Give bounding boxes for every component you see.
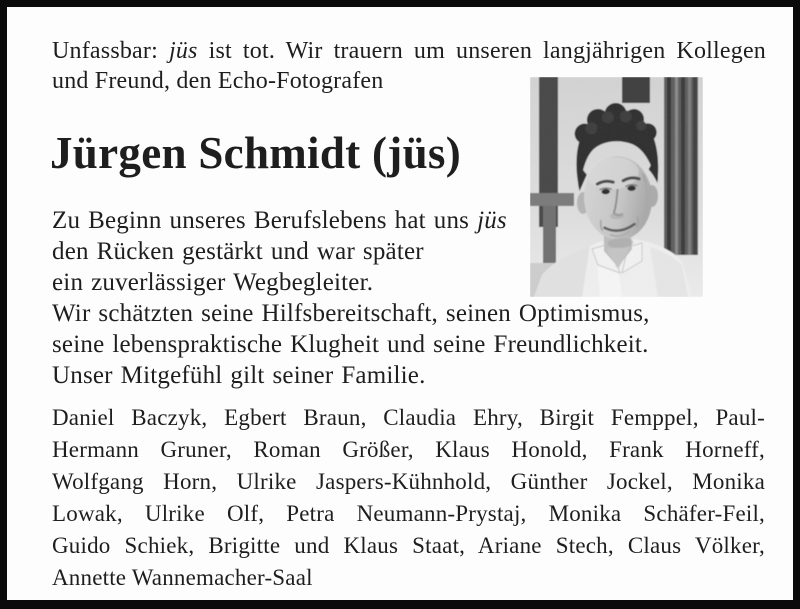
mourners-line: Hermann Gruner, Roman Größer, Klaus Honold, Frank Horneff, bbox=[52, 437, 765, 462]
mourners-line: Wolfgang Horn, Ulrike Jaspers-Kühnhold, Günther Jockel, Monika bbox=[52, 469, 765, 494]
condolence-line-1-pre: Zu Beginn unseres Berufslebens hat uns bbox=[52, 207, 478, 234]
notice-paper bbox=[7, 7, 793, 600]
condolence-line-3: ein zuverlässiger Wegbegleiter. bbox=[52, 269, 374, 296]
mourners-line: Lowak, Ulrike Olf, Petra Neumann-Prystaj, Monika Schäfer-Feil, bbox=[52, 501, 765, 526]
condolence-text bbox=[52, 205, 766, 391]
condolence-line-6: Unser Mitgefühl gilt seiner Familie. bbox=[52, 362, 426, 389]
condolence-line-2: den Rücken gestärkt und war später bbox=[52, 238, 424, 265]
mourners-list bbox=[52, 402, 765, 594]
intro-line-1 bbox=[52, 36, 766, 66]
condolence-line-4: Wir schätzten seine Hilfsbereitschaft, seinen Optimismus, bbox=[52, 300, 650, 327]
intro-line-1-post: ist tot. Wir trauern um unseren langjährigen Kollegen bbox=[197, 38, 766, 64]
nickname-italic: jüs bbox=[168, 38, 198, 64]
deceased-name-headline: Jürgen Schmidt (jüs) bbox=[50, 128, 462, 178]
condolence-line-1 bbox=[52, 205, 766, 236]
nickname-italic: jüs bbox=[477, 207, 507, 234]
mourners-line: Guido Schiek, Brigitte und Klaus Staat, Ariane Stech, Claus Völker, bbox=[52, 533, 765, 558]
condolence-line-5: seine lebenspraktische Klugheit und seine Freundlichkeit. bbox=[52, 331, 649, 358]
intro-line-2: und Freund, den Echo-Fotografen bbox=[52, 68, 384, 94]
intro-line-1-pre: Unfassbar: bbox=[52, 38, 169, 64]
mourners-line: Daniel Baczyk, Egbert Braun, Claudia Ehry, Birgit Femppel, Paul- bbox=[52, 405, 765, 430]
mourners-line: Annette Wannemacher-Saal bbox=[52, 565, 313, 590]
